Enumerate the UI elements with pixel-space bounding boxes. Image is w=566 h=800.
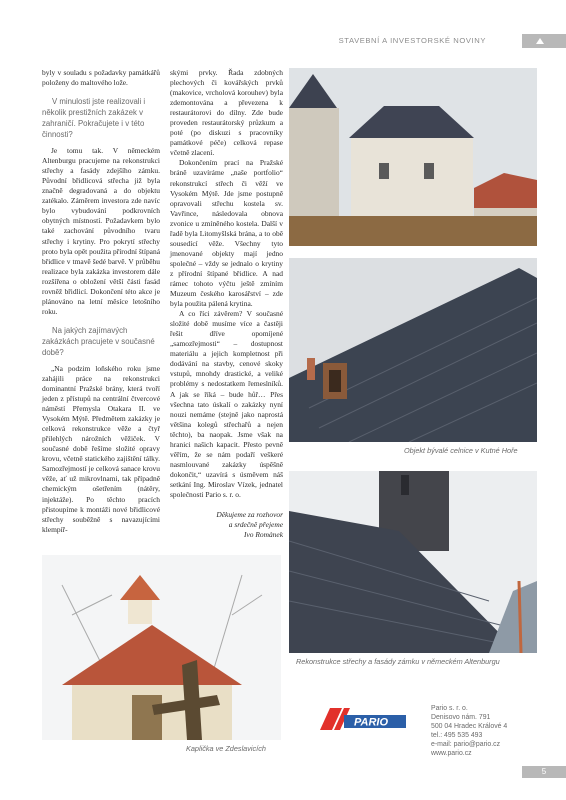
pario-logo bbox=[320, 706, 408, 732]
text-column-2 bbox=[170, 68, 283, 540]
triangle-icon bbox=[536, 38, 544, 44]
signature-line: Děkujeme za rozhovor bbox=[216, 510, 283, 520]
header-tab bbox=[522, 34, 566, 48]
phone: tel.: 495 535 493 bbox=[431, 732, 483, 739]
paragraph: Dokončením prací na Pražské bráně uzavíráme „naše portfolio“ rekonstrukcí střech či věží ve Vysokém Mýtě. Jde jsme postupně opravovali střechu kostela sv. Vavřince, následovala obnova zvonice u zmíněného kostela. Další v řadě byla Litomyšlská brána, a to obě sousedící věže. Všechny tyto jmenované objekty mají jedno společné – vždy se jednalo o krytiny z přírodní štípané břidlice. A nad rámec tohoto výčtu ještě zmíním Muzeum českého karosářství – zde byla použita pálená krytina. bbox=[170, 158, 283, 309]
paragraph: „Na podzim loňského roku jsme zahájili práce na rekonstrukci dominantní Pražské brány, která tvoří jeden z přístupů na centrální čtvercové náměstí Přemysla Otakara II. ve Vysokém Mýtě. Předmětem zakázky je celková rekonstrukce věže a čtyř přilehlých nárožních věžiček. V současné době řešíme složité opravy krovu, včetně statického zajištění tálky. Samozřejmostí je celková sanace krovu věže, ať už mikrovlnami, tak případně chemickým ošetřením (nátěry, injektáže). Po těchto pracích přistoupíme k montáži nové břidlicové střechy souběžně s navazujícími klempíř- bbox=[42, 363, 160, 534]
signature-line: a srdečně přejeme bbox=[228, 520, 283, 530]
address-line: 500 04 Hradec Králové 4 bbox=[431, 723, 508, 730]
photo-slate-roof-tower bbox=[289, 471, 537, 653]
paragraph: Je tomu tak. V německém Altenburgu pracujeme na rekonstrukci střechy a fasády zdejšího zámku. Původní břidlicová střecha již byla značně degradovaná a do objektu zatékalo. Záměrem investora zde navíc bylo vybudování podkrovních obytných místností. Požadavkem bylo také zachování původního tvaru střechy i krytiny. Pro pokrytí střechy proto byla opět použita přírodní štípaná břidlice v tmavě šedé barvě. V průběhu realizace byla zakázka investorem dále rozšířena o obložení větší části fasád rovněž břidlicí. Dokončení této akce je plánováno na letní měsíce letošního roku. bbox=[42, 146, 160, 316]
photo-slate-roof-dormer bbox=[289, 258, 537, 442]
company-name: Pario s. r. o. bbox=[431, 705, 468, 712]
paragraph: skými prvky. Řada zdobných plechových či kovářských prvků (makovice, vrcholová korouhev) byla zdemontována a převezena k restaurátorovi do dílny. Zde bude proveden restaurátorský průzkum a poté (po diskuzi s pracovníky památkové péče) celková repase včetně zlacení. bbox=[170, 68, 283, 158]
page-number: 5 bbox=[522, 766, 566, 778]
photo-caption: Objekt bývalé celnice v Kutné Hoře bbox=[404, 446, 518, 455]
photo-castle-building bbox=[289, 68, 537, 246]
logo-text: PARIO bbox=[354, 716, 389, 729]
photo-chapel bbox=[42, 555, 281, 740]
email-link[interactable]: e-mail: pario@pario.cz bbox=[431, 741, 501, 748]
interview-question: Na jakých zajímavých zakázkách pracujete v současné době? bbox=[42, 325, 155, 357]
photo-caption: Kaplička ve Zdeslavicích bbox=[186, 744, 266, 753]
contact-block bbox=[431, 704, 507, 758]
photo-caption: Rekonstrukce střechy a fasády zámku v německém Altenburgu bbox=[296, 657, 500, 666]
signature-author: Ivo Romànek bbox=[243, 530, 283, 540]
address-line: Denisovo nám. 791 bbox=[431, 714, 491, 721]
website-link[interactable]: www.pario.cz bbox=[431, 750, 472, 757]
interview-question: V minulosti jste realizovali i několik prestižních zakázek v zahraničí. Pokračujete i v této činnosti? bbox=[42, 97, 146, 140]
page-header bbox=[0, 34, 566, 48]
magazine-title: STAVEBNÍ A INVESTORSKÉ NOVINY bbox=[338, 36, 486, 45]
paragraph: byly v souladu s požadavky památkářů položeny do maltového lože. bbox=[42, 68, 160, 88]
paragraph: A co říci závěrem? V současné složité době musíme více a častěji řešit dříve opomíjené „samozřejmosti“ – dostupnost materiálu a jejich kompletnost při dodávání na stavby, cenové skoky vstupů, mnohdy drastické, a veliké problémy s nedostatkem řemeslníků. A jak se říká – bude hůř… Přes všechna tato úskalí o zakázky nyní nouzi nemáme (stejně jako naprostá většina kolegů střechařů a nejen těchto), ba naopak. Jsme však na hranici našich kapacit. Přesto pevně věřím, že se nám podaří veškeré nasmlouvané zakázky úspěšně dokončit,“ uzavírá s úsměvem náš setkání Ing. Miroslav Vízek, jednatel společnosti Pario s. r. o. bbox=[170, 309, 283, 499]
text-column-1 bbox=[42, 68, 160, 535]
